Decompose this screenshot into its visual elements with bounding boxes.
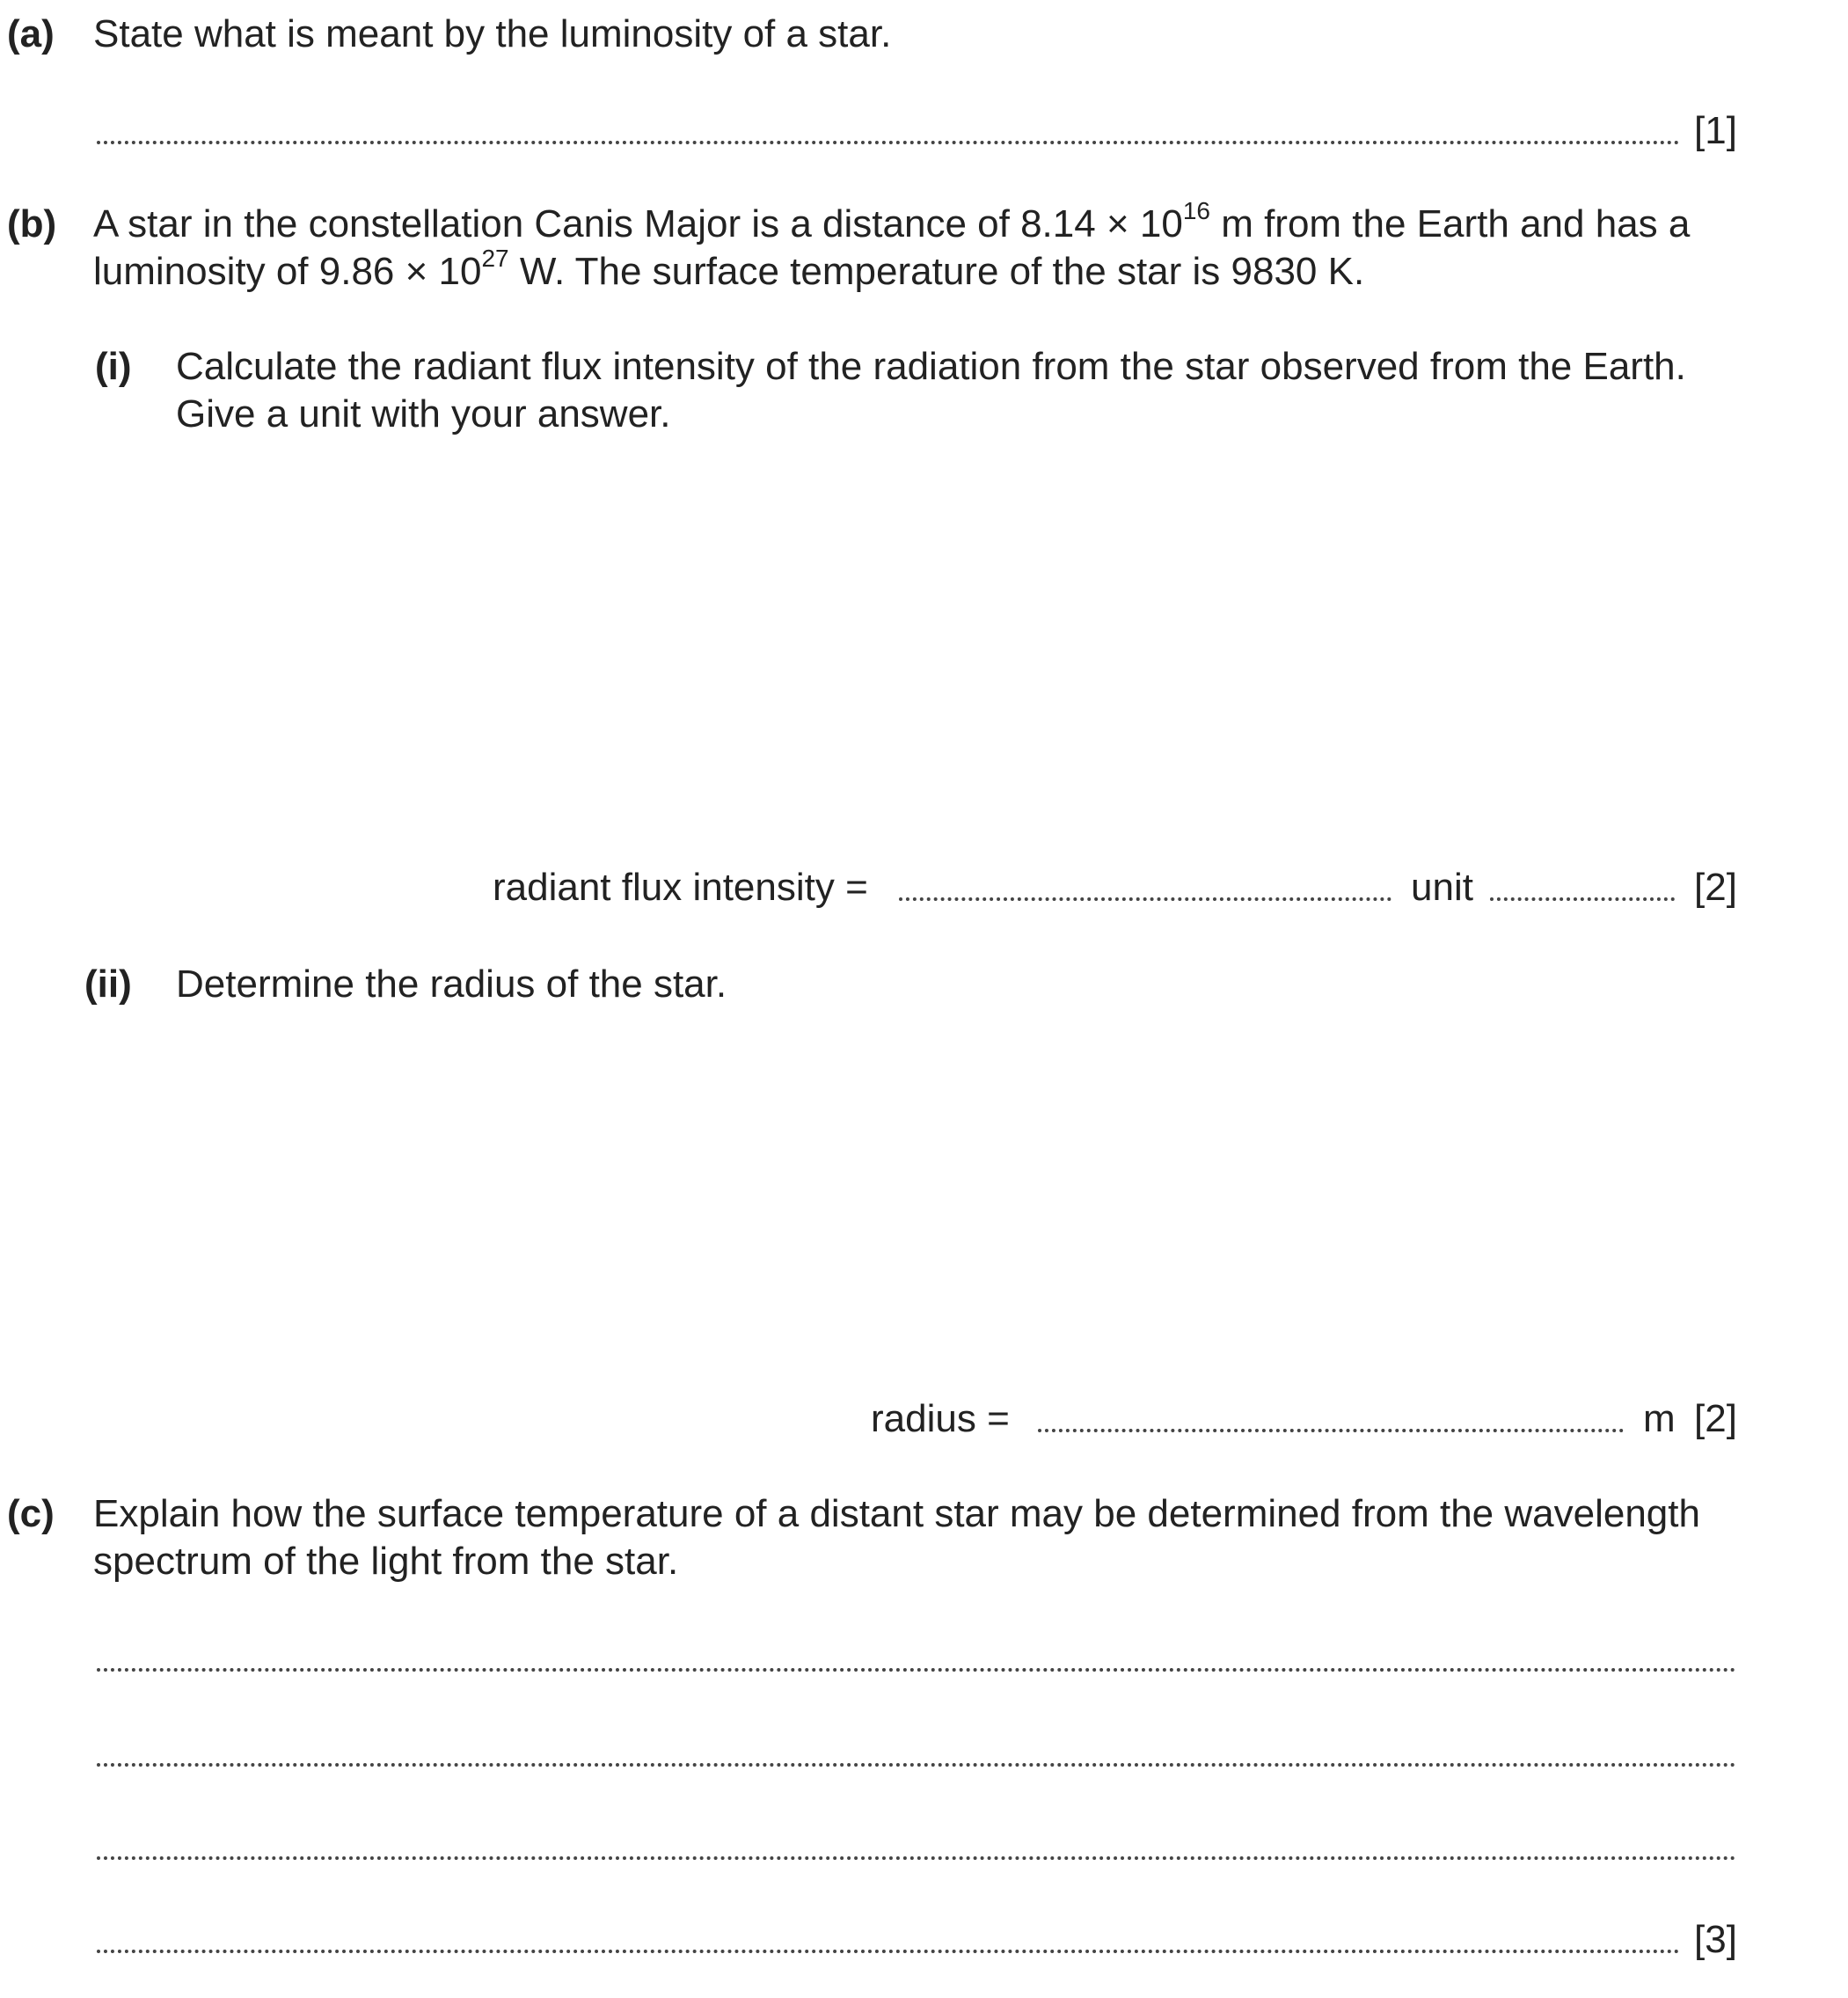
part-b-label: (b): [7, 202, 57, 245]
part-c-answer-line-3[interactable]: [97, 1856, 1736, 1860]
part-c-line2: spectrum of the light from the star.: [93, 1540, 679, 1583]
radiant-flux-intensity-answer-line[interactable]: [899, 897, 1391, 901]
radius-label: radius =: [871, 1397, 1010, 1440]
part-c-answer-line-4[interactable]: [97, 1950, 1680, 1953]
part-b-stem-line2: luminosity of $9.86 \times 10^{27}$ W. The surface temperature of the star is 9830 K.: [93, 245, 1365, 293]
radius-unit: m: [1643, 1397, 1676, 1440]
part-b-stem-line1: A star in the constellation Canis Major is a distance of $8.14 \times 10^{16}$ m from the Earth and has a: [93, 197, 1691, 245]
part-b-ii-question: Determine the radius of the star.: [176, 962, 727, 1006]
part-c-line1: Explain how the surface temperature of a distant star may be determined from the wavelength: [93, 1492, 1700, 1535]
part-b-i-line1: Calculate the radiant flux intensity of the radiation from the star observed from the Earth.: [176, 345, 1686, 388]
part-b-i-marks: [2]: [1694, 866, 1737, 909]
part-a-marks: [1]: [1694, 109, 1737, 152]
part-a-question: State what is meant by the luminosity of a star.: [93, 12, 892, 55]
part-b-i-line2: Give a unit with your answer.: [176, 392, 671, 435]
unit-label: unit: [1411, 866, 1473, 909]
part-b-i-label: (i): [95, 345, 132, 388]
unit-answer-line[interactable]: [1490, 897, 1675, 901]
part-c-marks: [3]: [1694, 1918, 1737, 1961]
part-b-ii-label: (ii): [84, 962, 132, 1006]
part-c-answer-line-2[interactable]: [97, 1763, 1736, 1767]
part-a-answer-line[interactable]: [97, 141, 1680, 144]
part-b-ii-marks: [2]: [1694, 1397, 1737, 1440]
part-c-answer-line-1[interactable]: [97, 1668, 1736, 1672]
part-a-label: (a): [7, 12, 55, 55]
part-c-label: (c): [7, 1492, 55, 1535]
radius-answer-line[interactable]: [1038, 1429, 1624, 1432]
radiant-flux-intensity-label: radiant flux intensity =: [493, 866, 868, 909]
